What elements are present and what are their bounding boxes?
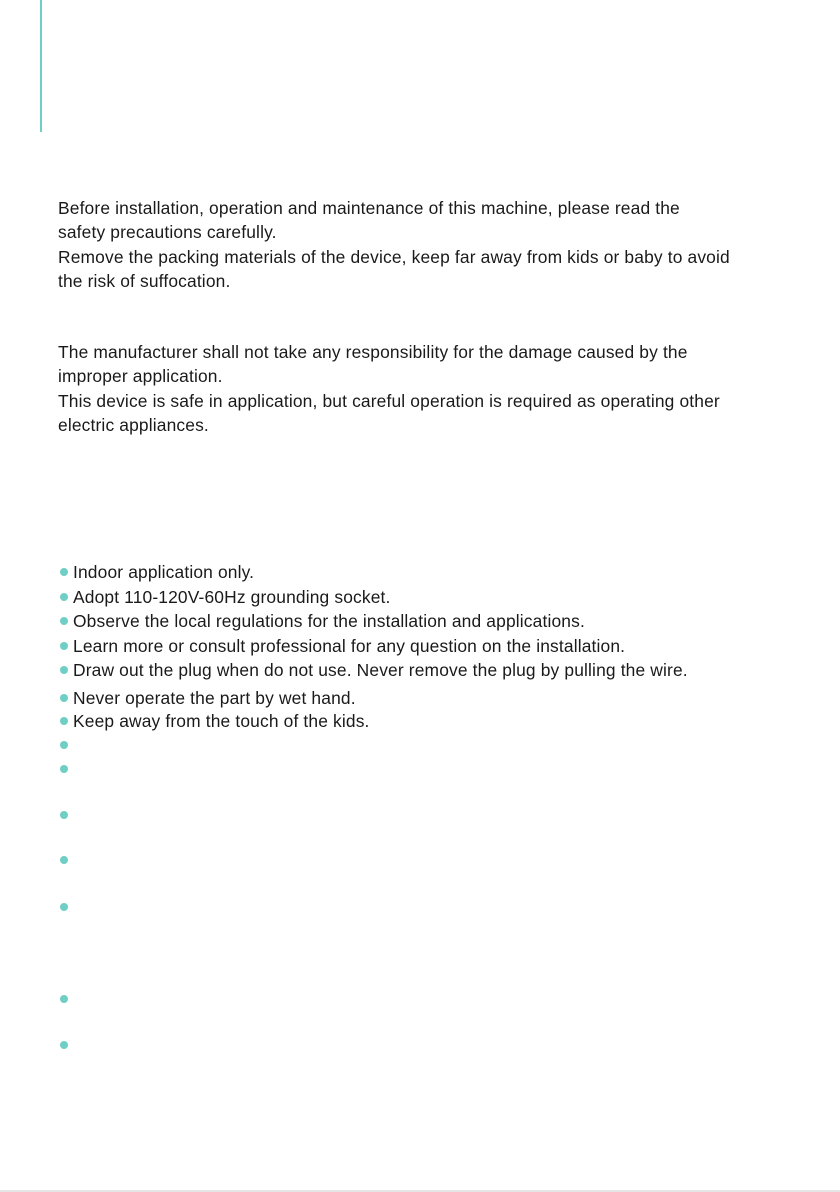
list-item (58, 987, 73, 1011)
list-item (58, 658, 688, 682)
bullet-dot-icon (60, 741, 68, 749)
list-item-text: Keep away from the touch of the kids. (73, 710, 370, 731)
bullet-dot-icon (60, 642, 68, 650)
list-item (58, 709, 370, 733)
list-item (58, 609, 585, 633)
accent-bar (40, 0, 42, 132)
list-item (58, 733, 73, 757)
list-item-text: Draw out the plug when do not use. Never remove the plug by pulling the wire. (73, 659, 688, 680)
disclaimer-line: This device is safe in application, but careful operation is required as operating other (58, 390, 720, 411)
list-item (58, 560, 254, 584)
list-item (58, 634, 625, 658)
disclaimer-line: improper application. (58, 366, 223, 387)
list-item (58, 757, 73, 781)
intro-line: safety precautions carefully. (58, 222, 277, 243)
disclaimer-line: electric appliances. (58, 414, 209, 435)
list-item-text: Learn more or consult professional for any question on the installation. (73, 635, 626, 656)
bullet-dot-icon (60, 856, 68, 864)
bullet-dot-icon (60, 666, 68, 674)
bullet-dot-icon (60, 717, 68, 725)
bullet-dot-icon (60, 617, 68, 625)
list-item-text: Observe the local regulations for the installation and applications. (73, 610, 585, 631)
bullet-dot-icon (60, 694, 68, 702)
bullet-dot-icon (60, 568, 68, 576)
intro-line: the risk of suffocation. (58, 270, 231, 291)
list-item-text: Adopt 110-120V-60Hz grounding socket. (73, 586, 391, 607)
intro-line: Before installation, operation and maintenance of this machine, please read the (58, 198, 680, 218)
bullet-dot-icon (60, 765, 68, 773)
list-item (58, 1033, 73, 1057)
list-item (58, 895, 73, 919)
intro-line: Remove the packing materials of the device, keep far away from kids or baby to avoid (58, 246, 730, 267)
list-item-text: Indoor application only. (73, 561, 255, 582)
list-item (58, 686, 356, 710)
bullet-dot-icon (60, 903, 68, 911)
list-item (58, 803, 73, 827)
list-item (58, 585, 391, 609)
disclaimer-paragraph (58, 340, 818, 437)
bullet-dot-icon (60, 811, 68, 819)
intro-paragraph (58, 196, 818, 293)
bullet-dot-icon (60, 593, 68, 601)
bullet-dot-icon (60, 995, 68, 1003)
list-item-text: Never operate the part by wet hand. (73, 687, 356, 708)
disclaimer-line: The manufacturer shall not take any responsibility for the damage caused by the (58, 342, 688, 362)
bullet-dot-icon (60, 1041, 68, 1049)
list-item (58, 848, 73, 872)
